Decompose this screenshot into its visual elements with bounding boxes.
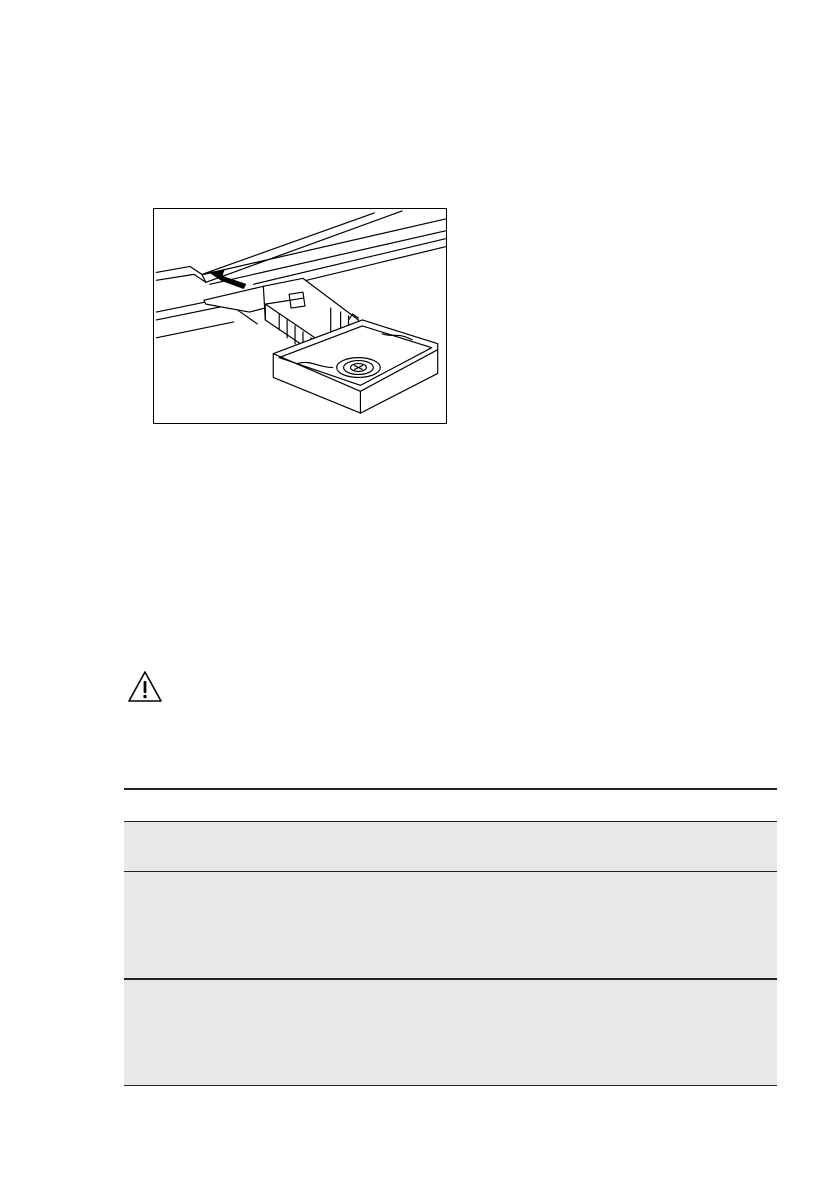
drain-tray-illustration	[153, 208, 447, 424]
troubleshooting-table	[124, 788, 777, 1086]
table-cell	[339, 979, 777, 1086]
table-header-row	[124, 789, 777, 822]
table-row	[124, 979, 777, 1086]
table-cell	[339, 822, 777, 872]
table-cell	[124, 872, 339, 980]
table-row	[124, 822, 777, 872]
table-header-cell	[124, 789, 339, 822]
table-cell	[339, 872, 777, 980]
table-cell	[124, 822, 339, 872]
table-header-cell	[339, 789, 777, 822]
table-row	[124, 872, 777, 980]
table-cell	[124, 979, 339, 1086]
warning-triangle-icon	[127, 670, 163, 704]
